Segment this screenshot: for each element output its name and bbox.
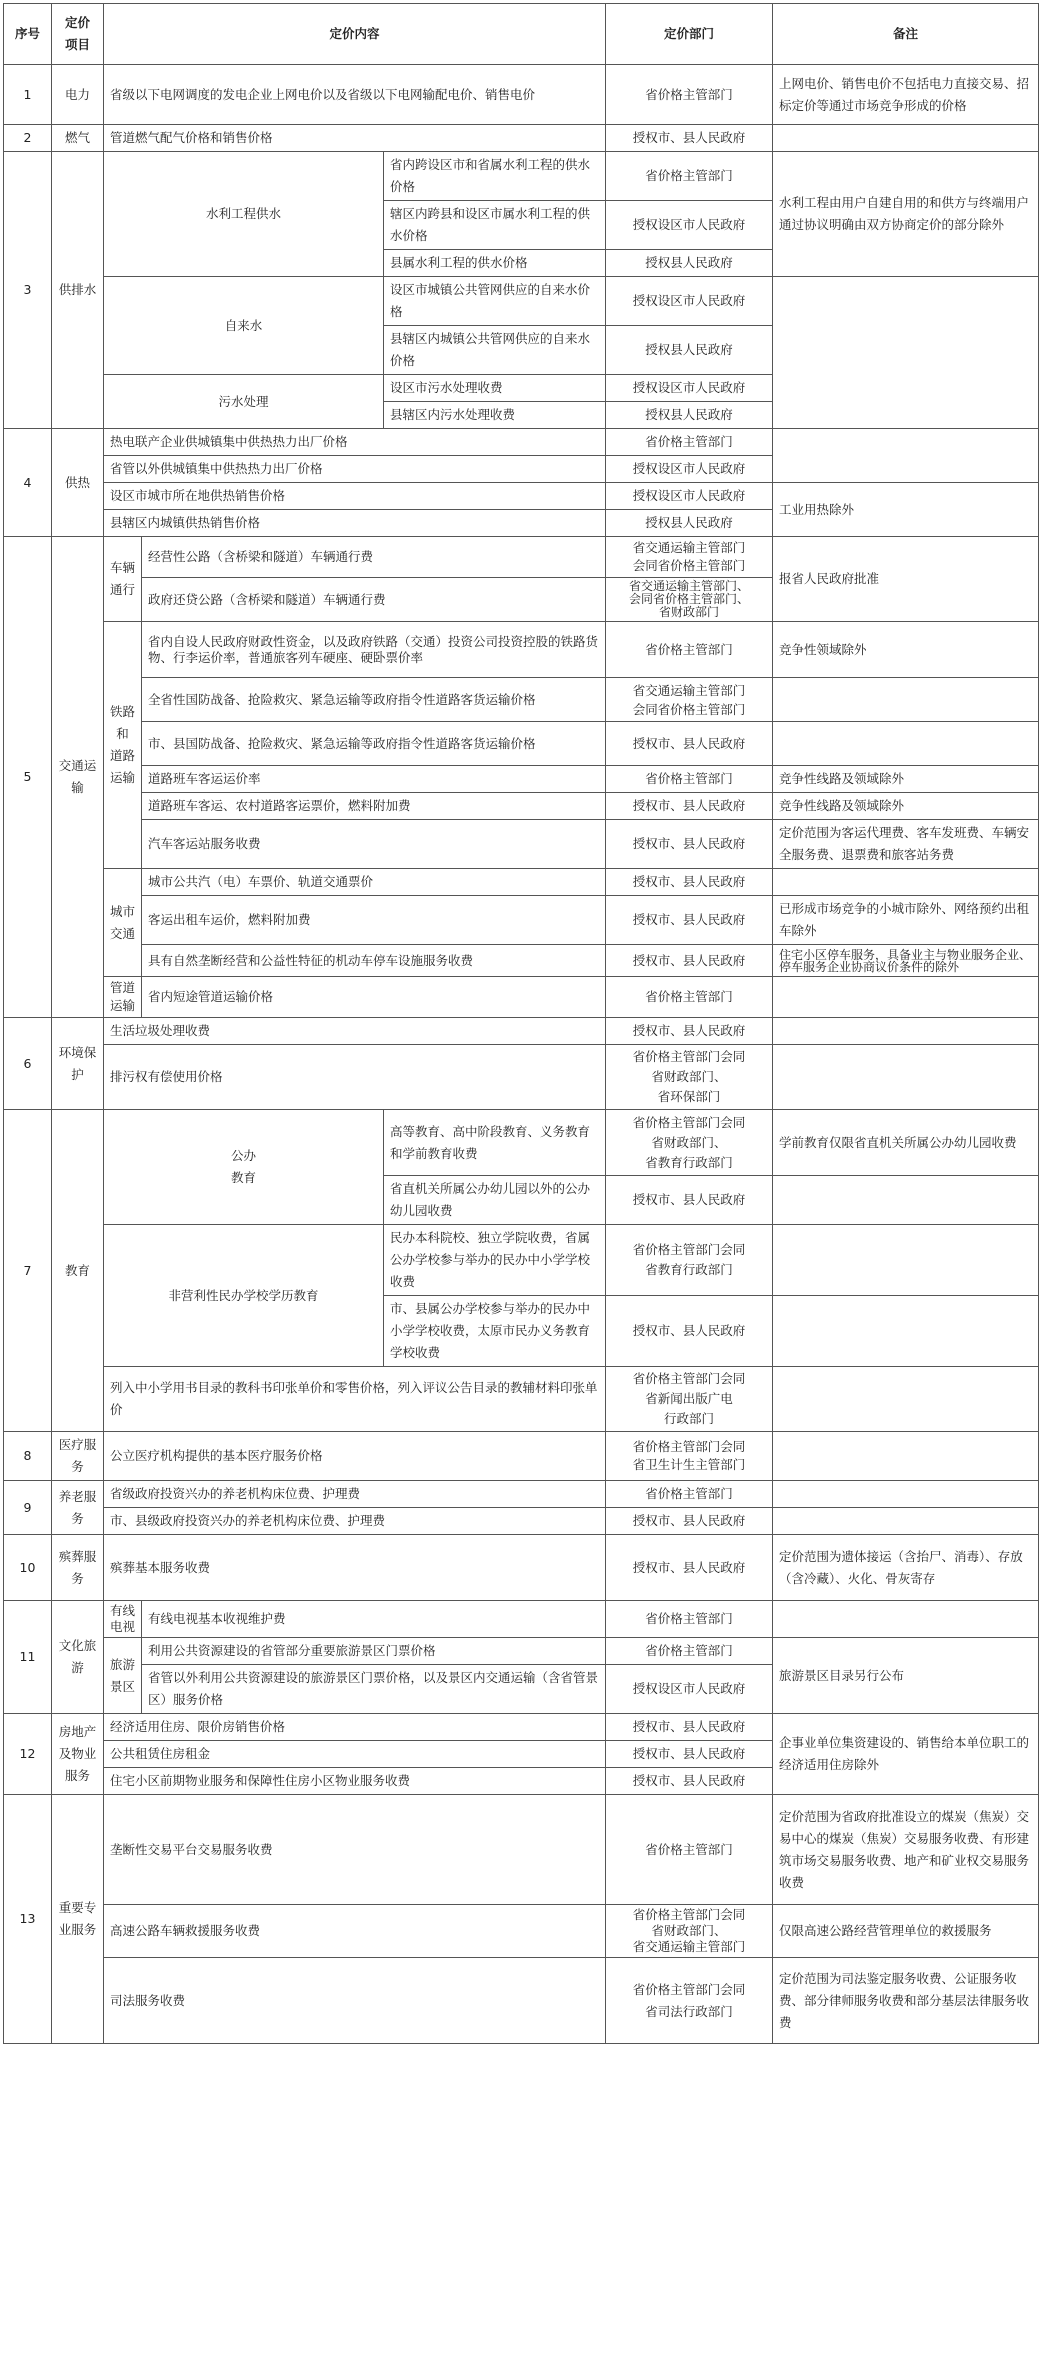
pricing-dept: 授权市、县人民政府 [606,1714,773,1741]
pricing-content: 列入中小学用书目录的教科书印张单价和零售价格，列入评议公告目录的教辅材料印张单价 [104,1367,606,1432]
pricing-note: 企事业单位集资建设的、销售给本单位职工的经济适用住房除外 [773,1714,1039,1795]
pricing-dept: 授权县人民政府 [606,510,773,537]
pricing-content: 利用公共资源建设的省管部分重要旅游景区门票价格 [142,1638,606,1665]
pricing-dept: 授权市、县人民政府 [606,820,773,869]
pricing-note [773,977,1039,1018]
pricing-note: 竞争性线路及领域除外 [773,766,1039,793]
pricing-content: 排污权有偿使用价格 [104,1045,606,1110]
pricing-dept: 授权市、县人民政府 [606,896,773,945]
pricing-content: 省管以外利用公共资源建设的旅游景区门票价格，以及景区内交通运输（含省管景区）服务价格 [142,1665,606,1714]
pricing-content: 具有自然垄断经营和公益性特征的机动车停车设施服务收费 [142,945,606,977]
pricing-content: 公立医疗机构提供的基本医疗服务价格 [104,1432,606,1481]
pricing-dept: 授权设区市人民政府 [606,277,773,326]
pricing-dept: 省价格主管部门会同 省卫生计生主管部门 [606,1432,773,1481]
pricing-content: 县属水利工程的供水价格 [384,250,606,277]
row-no: 8 [4,1432,52,1481]
pricing-content: 公共租赁住房租金 [104,1741,606,1768]
pricing-content: 省内短途管道运输价格 [142,977,606,1018]
pricing-dept: 授权市、县人民政府 [606,1768,773,1795]
pricing-content: 设区市污水处理收费 [384,375,606,402]
row-item: 殡葬服务 [52,1535,104,1601]
sub-item: 车辆 通行 [104,537,142,622]
pricing-dept: 授权市、县人民政府 [606,1535,773,1601]
pricing-content: 省内跨设区市和省属水利工程的供水价格 [384,152,606,201]
pricing-content: 汽车客运站服务收费 [142,820,606,869]
pricing-dept: 省价格主管部门 [606,1481,773,1508]
pricing-note: 定价范围为遗体接运（含抬尸、消毒）、存放（含冷藏）、火化、骨灰寄存 [773,1535,1039,1601]
pricing-content: 垄断性交易平台交易服务收费 [104,1795,606,1905]
header-row [4,4,1039,65]
sub-item: 有线电视 [104,1601,142,1638]
pricing-note: 竞争性领域除外 [773,622,1039,678]
pricing-dept: 省价格主管部门 [606,622,773,678]
pricing-note [773,678,1039,722]
sub-item: 非营利性民办学校学历教育 [104,1225,384,1367]
pricing-dept: 省价格主管部门会同 省新闻出版广电 行政部门 [606,1367,773,1432]
pricing-content: 省内自设人民政府财政性资金，以及政府铁路（交通）投资公司投资控股的铁路货物、行李运价率，普通旅客列车硬座、硬卧票价率 [142,622,606,678]
pricing-note [773,1432,1039,1481]
pricing-content: 市、县属公办学校参与举办的民办中小学学校收费，太原市民办义务教育学校收费 [384,1296,606,1367]
pricing-dept: 授权县人民政府 [606,402,773,429]
pricing-dept: 授权县人民政府 [606,250,773,277]
pricing-note [773,869,1039,896]
pricing-content: 管道燃气配气价格和销售价格 [104,125,606,152]
pricing-dept: 省价格主管部门会同 省财政部门、 省教育行政部门 [606,1110,773,1176]
pricing-note: 定价范围为省政府批准设立的煤炭（焦炭）交易中心的煤炭（焦炭）交易服务收费、有形建筑市场交易服务收费、地产和矿业权交易服务收费 [773,1795,1039,1905]
pricing-content: 高速公路车辆救援服务收费 [104,1905,606,1958]
pricing-dept: 授权市、县人民政府 [606,945,773,977]
header-item: 定价 项目 [52,4,104,65]
pricing-dept: 省价格主管部门会同 省教育行政部门 [606,1225,773,1296]
pricing-content: 省管以外供城镇集中供热热力出厂价格 [104,456,606,483]
pricing-content: 设区市城市所在地供热销售价格 [104,483,606,510]
sub-item: 水利工程供水 [104,152,384,277]
pricing-dept: 省价格主管部门 [606,1795,773,1905]
pricing-dept: 省价格主管部门 [606,1638,773,1665]
pricing-content: 住宅小区前期物业服务和保障性住房小区物业服务收费 [104,1768,606,1795]
pricing-content: 县辖区内城镇供热销售价格 [104,510,606,537]
pricing-content: 道路班车客运、农村道路客运票价，燃料附加费 [142,793,606,820]
row-item: 医疗服务 [52,1432,104,1481]
sub-item: 铁路和 道路 运输 [104,622,142,869]
pricing-content: 省直机关所属公办幼儿园以外的公办幼儿园收费 [384,1176,606,1225]
row-no: 1 [4,65,52,125]
pricing-note: 定价范围为客运代理费、客车发班费、车辆安全服务费、退票费和旅客站务费 [773,820,1039,869]
row-item: 环境保护 [52,1018,104,1110]
sub-item: 公办 教育 [104,1110,384,1225]
pricing-dept: 授权设区市人民政府 [606,1665,773,1714]
pricing-content: 客运出租车运价，燃料附加费 [142,896,606,945]
header-note: 备注 [773,4,1039,65]
pricing-dept: 省价格主管部门 [606,152,773,201]
header-no: 序号 [4,4,52,65]
pricing-dept: 授权市、县人民政府 [606,125,773,152]
pricing-note [773,1296,1039,1367]
row-item: 供热 [52,429,104,537]
pricing-dept: 授权市、县人民政府 [606,1508,773,1535]
pricing-note [773,1225,1039,1296]
pricing-dept: 授权设区市人民政府 [606,375,773,402]
pricing-note [773,1045,1039,1110]
pricing-note [773,1018,1039,1045]
pricing-note: 工业用热除外 [773,483,1039,537]
pricing-dept: 省价格主管部门 [606,977,773,1018]
pricing-dept: 省价格主管部门 [606,766,773,793]
sub-item: 污水处理 [104,375,384,429]
row-no: 12 [4,1714,52,1795]
pricing-dept: 授权县人民政府 [606,326,773,375]
pricing-note [773,277,1039,429]
pricing-content: 省级政府投资兴办的养老机构床位费、护理费 [104,1481,606,1508]
pricing-dept: 授权设区市人民政府 [606,456,773,483]
row-item: 教育 [52,1110,104,1432]
pricing-dept: 省价格主管部门会同 省财政部门、 省交通运输主管部门 [606,1905,773,1958]
header-content: 定价内容 [104,4,606,65]
pricing-note: 已形成市场竞争的小城市除外、网络预约出租车除外 [773,896,1039,945]
pricing-note [773,1508,1039,1535]
pricing-dept: 省交通运输主管部门 会同省价格主管部门 [606,537,773,578]
pricing-dept: 省交通运输主管部门、 会同省价格主管部门、 省财政部门 [606,578,773,622]
pricing-content: 生活垃圾处理收费 [104,1018,606,1045]
pricing-note: 竞争性线路及领域除外 [773,793,1039,820]
row-item: 供排水 [52,152,104,429]
row-item: 燃气 [52,125,104,152]
row-no: 4 [4,429,52,537]
pricing-note [773,722,1039,766]
header-dept: 定价部门 [606,4,773,65]
pricing-dept: 授权设区市人民政府 [606,483,773,510]
pricing-dept: 授权市、县人民政府 [606,1176,773,1225]
row-no: 11 [4,1601,52,1714]
pricing-content: 民办本科院校、独立学院收费，省属公办学校参与举办的民办中小学学校收费 [384,1225,606,1296]
pricing-content: 高等教育、高中阶段教育、义务教育和学前教育收费 [384,1110,606,1176]
pricing-note: 仅限高速公路经营管理单位的救援服务 [773,1905,1039,1958]
row-no: 9 [4,1481,52,1535]
pricing-content: 设区市城镇公共管网供应的自来水价格 [384,277,606,326]
row-item: 电力 [52,65,104,125]
sub-item: 自来水 [104,277,384,375]
sub-item: 城市 交通 [104,869,142,977]
pricing-note [773,1481,1039,1508]
pricing-dept: 授权市、县人民政府 [606,722,773,766]
pricing-note: 上网电价、销售电价不包括电力直接交易、招标定价等通过市场竞争形成的价格 [773,65,1039,125]
pricing-dept: 授权市、县人民政府 [606,1741,773,1768]
pricing-dept: 省价格主管部门会同 省财政部门、 省环保部门 [606,1045,773,1110]
pricing-content: 政府还贷公路（含桥梁和隧道）车辆通行费 [142,578,606,622]
pricing-content: 热电联产企业供城镇集中供热热力出厂价格 [104,429,606,456]
pricing-content: 全省性国防战备、抢险救灾、紧急运输等政府指令性道路客货运输价格 [142,678,606,722]
row-no: 13 [4,1795,52,2044]
pricing-content: 殡葬基本服务收费 [104,1535,606,1601]
pricing-table [3,3,1039,2044]
row-no: 6 [4,1018,52,1110]
pricing-content: 城市公共汽（电）车票价、轨道交通票价 [142,869,606,896]
row-no: 2 [4,125,52,152]
pricing-note: 旅游景区目录另行公布 [773,1638,1039,1714]
pricing-note [773,1176,1039,1225]
pricing-content: 县辖区内污水处理收费 [384,402,606,429]
pricing-note [773,429,1039,483]
pricing-note: 定价范围为司法鉴定服务收费、公证服务收费、部分律师服务收费和部分基层法律服务收费 [773,1958,1039,2044]
sub-item: 旅游景区 [104,1638,142,1714]
pricing-content: 有线电视基本收视维护费 [142,1601,606,1638]
row-no: 7 [4,1110,52,1432]
row-item: 养老服务 [52,1481,104,1535]
sub-item: 管道 运输 [104,977,142,1018]
pricing-dept: 授权市、县人民政府 [606,1296,773,1367]
pricing-content: 省级以下电网调度的发电企业上网电价以及省级以下电网输配电价、销售电价 [104,65,606,125]
pricing-content: 县辖区内城镇公共管网供应的自来水价格 [384,326,606,375]
pricing-content: 经济适用住房、限价房销售价格 [104,1714,606,1741]
pricing-content: 司法服务收费 [104,1958,606,2044]
pricing-dept: 省价格主管部门 [606,65,773,125]
pricing-content: 市、县级政府投资兴办的养老机构床位费、护理费 [104,1508,606,1535]
pricing-note [773,125,1039,152]
pricing-content: 市、县国防战备、抢险救灾、紧急运输等政府指令性道路客货运输价格 [142,722,606,766]
pricing-note: 水利工程由用户自建自用的和供方与终端用户通过协议明确由双方协商定价的部分除外 [773,152,1039,277]
pricing-dept: 省价格主管部门会同 省司法行政部门 [606,1958,773,2044]
pricing-content: 辖区内跨县和设区市属水利工程的供水价格 [384,201,606,250]
pricing-dept: 省价格主管部门 [606,1601,773,1638]
pricing-note: 学前教育仅限省直机关所属公办幼儿园收费 [773,1110,1039,1176]
row-item: 交通运输 [52,537,104,1018]
pricing-dept: 省价格主管部门 [606,429,773,456]
pricing-dept: 授权市、县人民政府 [606,1018,773,1045]
pricing-dept: 授权设区市人民政府 [606,201,773,250]
row-no: 3 [4,152,52,429]
pricing-note: 住宅小区停车服务，具备业主与物业服务企业、停车服务企业协商议价条件的除外 [773,945,1039,977]
pricing-note: 报省人民政府批准 [773,537,1039,622]
row-no: 5 [4,537,52,1018]
row-item: 重要专业服务 [52,1795,104,2044]
row-item: 文化旅游 [52,1601,104,1714]
pricing-note [773,1367,1039,1432]
pricing-dept: 授权市、县人民政府 [606,869,773,896]
pricing-dept: 省交通运输主管部门 会同省价格主管部门 [606,678,773,722]
pricing-content: 经营性公路（含桥梁和隧道）车辆通行费 [142,537,606,578]
row-item: 房地产及物业服务 [52,1714,104,1795]
pricing-note [773,1601,1039,1638]
pricing-dept: 授权市、县人民政府 [606,793,773,820]
row-no: 10 [4,1535,52,1601]
pricing-content: 道路班车客运运价率 [142,766,606,793]
